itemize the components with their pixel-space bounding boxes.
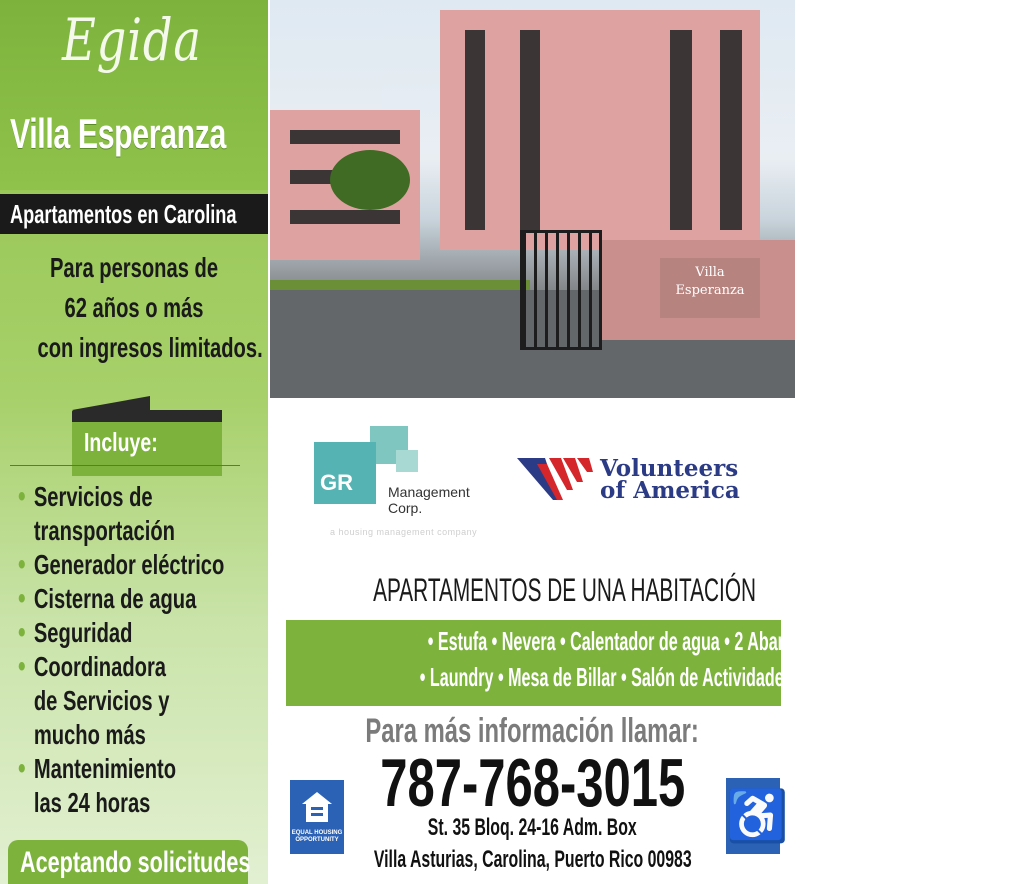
list-item: • Servicios de [18,480,224,514]
amenities-line [286,662,857,693]
amenities-text: • Laundry • Mesa de Billar • Salón de Actividades y más... [419,662,857,692]
list-item: • Seguridad [18,616,224,650]
house-icon [300,790,334,824]
phone-number-text: 787-768-3015 [380,745,685,821]
divider [10,465,240,466]
includes-label: Incluye: [84,427,158,457]
audience-line: Para personas de [49,252,219,283]
building-sign [660,258,760,318]
audience-line: 62 años o más [64,292,204,323]
gr-tagline: a housing management company [330,527,478,537]
gr-logo-square [396,450,418,472]
accepting-text: Aceptando solicitudes [20,846,251,879]
gr-name-line: Corp. [388,500,423,516]
list-item: • Mantenimiento [18,752,224,786]
address-text: Villa Asturias, Carolina, Puerto Rico 00983 [373,846,692,873]
phone-number[interactable] [270,744,795,822]
palm-tree [330,150,410,210]
gr-name-line: Management [388,484,470,500]
list-item: • Coordinadora [18,650,224,684]
info-label-text: Para más información llamar: [365,712,700,750]
brand-name: Villa Esperanza [10,110,226,157]
amenities-text: • Estufa • Nevera • Calentador de agua • 2 Abanicos de techo [427,626,891,656]
list-item-continued: transportación [33,515,175,546]
entrance-gate [520,230,602,350]
address-line [270,814,795,842]
list-item: • Generador eléctrico [18,548,224,582]
subtitle: Apartamentos en Carolina [10,199,237,229]
building-window-column [670,30,692,230]
building-main [440,10,760,250]
address-text: St. 35 Bloq. 24-16 Adm. Box [428,814,637,841]
eho-line: EQUAL HOUSING [291,830,343,836]
apartment-title-text: APARTAMENTOS DE UNA HABITACIÓN [373,572,757,608]
building-window-column [465,30,485,230]
building-photo [270,0,795,398]
voa-line: of America [600,477,740,504]
gr-logo-name [388,484,470,516]
voa-flag-icon [517,456,597,500]
sign-line: Esperanza [675,283,745,298]
voa-line: Volunteers [600,455,739,482]
apartment-title [270,572,795,609]
building-window-column [520,30,540,230]
building-window-column [720,30,742,230]
voa-logo-text [600,455,740,504]
eho-line: OPPORTUNITY [295,837,339,843]
includes-list [18,480,305,820]
list-item-continued: de Servicios y [33,685,170,716]
list-item-continued: las 24 horas [33,787,151,818]
wheelchair-icon: ♿ [726,778,780,854]
amenities-line [286,626,891,657]
list-item-continued: mucho más [33,719,146,750]
equal-housing-text [290,830,344,844]
audience-line: con ingresos limitados. [37,332,263,363]
address-line [270,846,795,874]
audience-text [0,248,268,368]
list-item: • Cisterna de agua [18,582,224,616]
building-window-row [290,130,400,144]
sign-line: Villa [695,265,725,280]
building-window-row [290,210,400,224]
brand-script: Egida [62,6,202,74]
gr-logo-mark: GR [320,470,353,495]
